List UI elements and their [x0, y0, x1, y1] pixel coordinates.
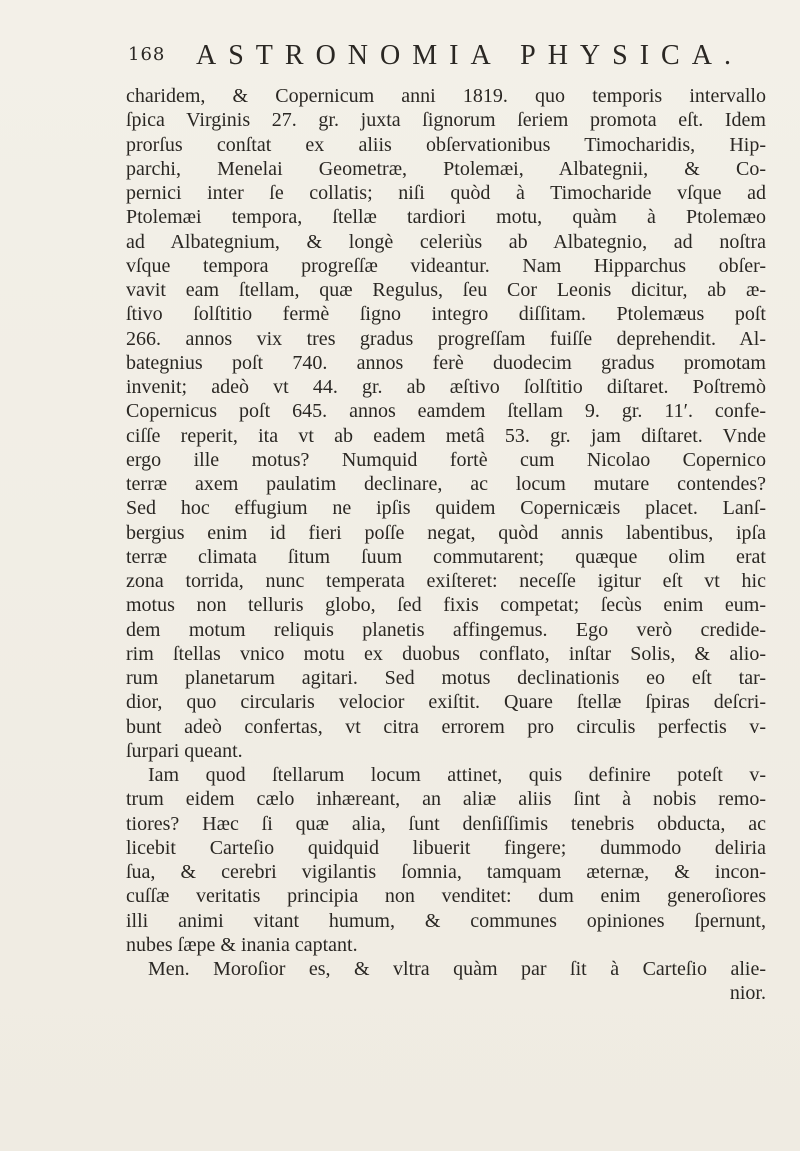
text-line: illi animi vitant humum, & communes opiniones ſpernunt, [126, 909, 766, 932]
text-line: rim ſtellas vnico motu ex duobus conflato, inſtar Solis, & alio- [126, 642, 766, 665]
text-line: parchi, Menelai Geometræ, Ptolemæi, Albategnii, & Co- [126, 157, 766, 180]
text-line: Men. Moroſior es, & vltra quàm par ſit à Carteſio alie- [148, 958, 766, 980]
text-line: ſtivo ſolſtitio fermè ſigno integro diſſitam. Ptolemæus poſt [126, 303, 766, 326]
text-line: terræ climata ſitum ſuum commutarent; quæque olim erat [126, 545, 766, 568]
text-line: zona torrida, nunc temperata exiſteret: neceſſe igitur eſt vt hic [126, 570, 766, 592]
text-line: trum eidem cælo inhæreant, an aliæ aliis ſint à nobis remo- [126, 788, 766, 811]
text-line: bunt adeò confertas, vt citra errorem pro circulis perfectis v- [126, 715, 766, 738]
text-line: charidem, & Copernicum anni 1819. quo temporis intervallo [126, 85, 766, 107]
text-line: ergo ille motus? Numquid fortè cum Nicolao Copernico [126, 448, 766, 471]
text-line: terræ axem paulatim declinare, ac locum mutare contendes? [126, 473, 766, 495]
text-line: tiores? Hæc ſi quæ alia, ſunt denſiſſimis tenebris obducta, ac [126, 812, 766, 835]
catchword: nior. [729, 982, 766, 1005]
text-line: pernici inter ſe collatis; niſi quòd à Timocharide vſque ad [126, 182, 766, 204]
page-header [128, 40, 768, 80]
text-line: vavit eam ſtellam, quæ Regulus, ſeu Cor Leonis dicitur, ab æ- [126, 279, 766, 301]
text-line: ciſſe reperit, ita vt ab eadem metâ 53. gr. jam diſtaret. Vnde [126, 424, 766, 447]
text-line: Copernicus poſt 645. annos eamdem ſtellam 9. gr. 11′. confe- [126, 400, 766, 423]
text-line: ad Albategnium, & longè celeriùs ab Albategnio, ad noſtra [126, 230, 766, 253]
text-line: nubes ſæpe & inania captant. [126, 933, 358, 956]
page-number: 168 [128, 44, 166, 65]
text-line: ſurpari queant. [126, 739, 243, 762]
text-line: invenit; adeò vt 44. gr. ab æſtivo ſolſtitio diſtaret. Poſtremò [126, 376, 766, 398]
text-line: ſpica Virginis 27. gr. juxta ſignorum ſeriem promota eſt. Idem [126, 109, 766, 132]
text-line: dem motum reliquis planetis affingemus. Ego verò credide- [126, 618, 766, 641]
text-line: Sed hoc effugium ne ipſis quidem Copernicæis placet. Lanſ- [126, 497, 766, 520]
text-line: rum planetarum agitari. Sed motus declinationis eo eſt tar- [126, 667, 766, 689]
text-line: cuſſæ veritatis principia non venditet: dum enim generoſiores [126, 885, 766, 908]
text-line: prorſus conſtat ex aliis obſervationibus Timocharidis, Hip- [126, 133, 766, 156]
text-line: Ptolemæi tempora, ſtellæ tardiori motu, quàm à Ptolemæo [126, 206, 766, 229]
text-line: 266. annos vix tres gradus progreſſam fuiſſe deprehendit. Al- [126, 327, 766, 350]
text-line: motus non telluris globo, ſed fixis competat; ſecùs enim eum- [126, 594, 766, 617]
text-line: licebit Carteſio quidquid libuerit fingere; dummodo deliria [126, 836, 766, 859]
text-line: dior, quo circularis velocior exiſtit. Quare ſtellæ ſpiras deſcri- [126, 691, 766, 714]
text-line: Iam quod ſtellarum locum attinet, quis definire poteſt v- [148, 764, 766, 786]
body-text [126, 84, 766, 1006]
text-line: ſua, & cerebri vigilantis ſomnia, tamquam æternæ, & incon- [126, 861, 766, 883]
running-title: ASTRONOMIA PHYSICA. [196, 40, 743, 71]
text-line: bategnius poſt 740. annos ferè duodecim gradus promotam [126, 351, 766, 374]
text-line: vſque tempora progreſſæ videantur. Nam Hipparchus obſer- [126, 254, 766, 277]
text-line: bergius enim id fieri poſſe negat, quòd annis labentibus, ipſa [126, 521, 766, 544]
